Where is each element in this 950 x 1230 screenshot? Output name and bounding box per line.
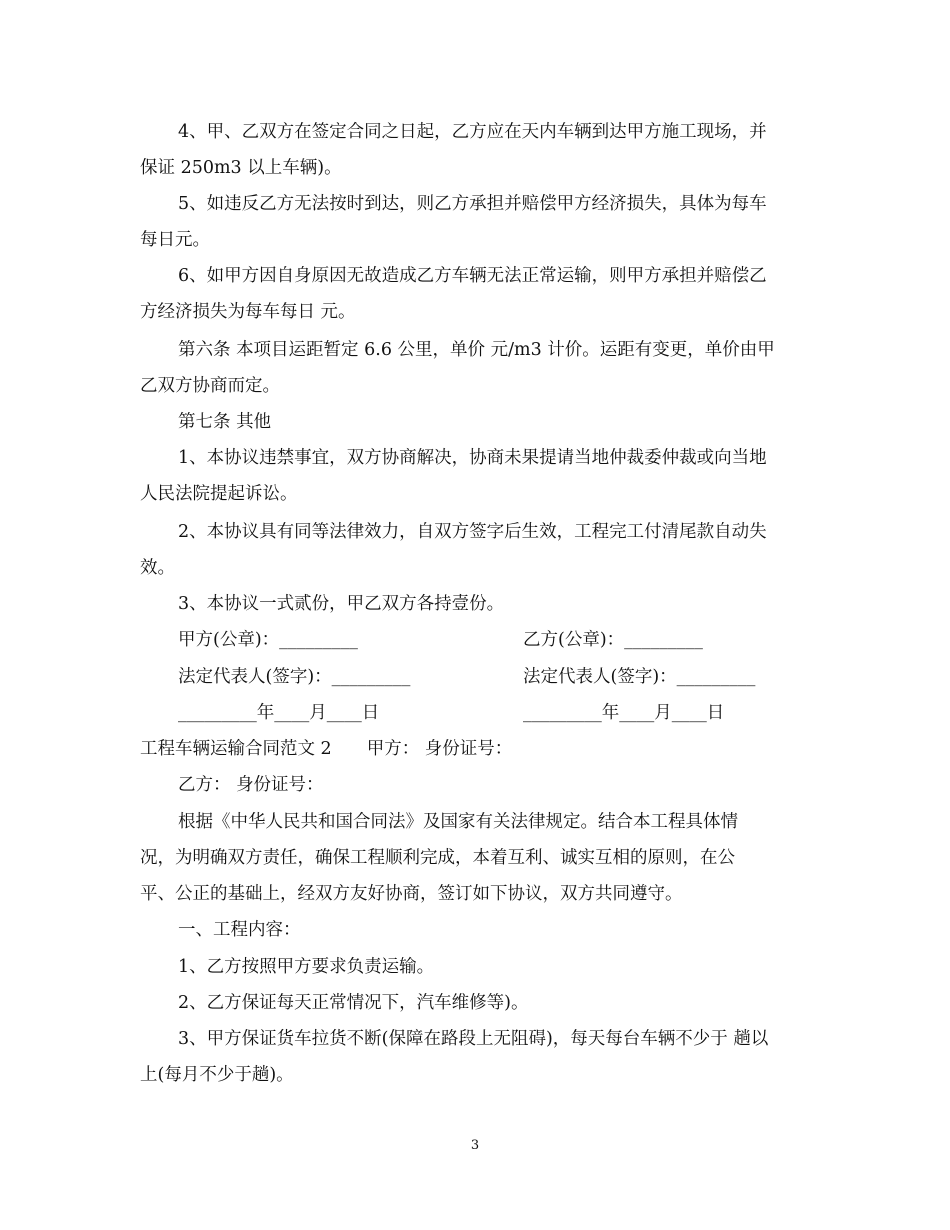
party-a-date-field: _________年____月____日	[178, 703, 380, 723]
paragraph-line: 乙双方协商而定。	[140, 376, 280, 396]
contract-title-line: 工程车辆运输合同范文 2 甲方： 身份证号：	[140, 739, 513, 759]
section-heading: 第七条 其他	[178, 412, 272, 432]
paragraph-line: 人民法院提起诉讼。	[140, 484, 298, 504]
party-b-representative-field: 法定代表人(签字)：_________	[523, 667, 756, 687]
paragraph-line: 5、如违反乙方无法按时到达，则乙方承担并赔偿甲方经济损失，具体为每车	[178, 194, 767, 214]
paragraph-line: 1、乙方按照甲方要求负责运输。	[178, 957, 435, 977]
party-a-representative-field: 法定代表人(签字)：_________	[178, 667, 411, 687]
party-b-seal-field: 乙方(公章)：_________	[523, 630, 703, 650]
paragraph-line: 平、公正的基础上，经双方友好协商，签订如下协议，双方共同遵守。	[140, 884, 683, 904]
paragraph-line: 2、本协议具有同等法律效力，自双方签字后生效，工程完工付清尾款自动失	[178, 522, 767, 542]
paragraph-line: 3、甲方保证货车拉货不断(保障在路段上无阻碍)，每天每台车辆不少于 趟以	[178, 1029, 769, 1049]
paragraph-line: 4、甲、乙双方在签定合同之日起，乙方应在天内车辆到达甲方施工现场，并	[178, 122, 767, 142]
paragraph-line: 每日元。	[140, 230, 210, 250]
paragraph-line: 根据《中华人民共和国合同法》及国家有关法律规定。结合本工程具体情	[178, 812, 738, 832]
paragraph-line: 保证 250m3 以上车辆)。	[140, 158, 342, 178]
paragraph-line: 上(每月不少于趟)。	[140, 1065, 294, 1085]
paragraph-line: 况，为明确双方责任，确保工程顺利完成，本着互利、诚实互相的原则，在公	[140, 848, 735, 868]
party-b-date-field: _________年____月____日	[523, 703, 725, 723]
paragraph-line: 效。	[140, 558, 175, 578]
paragraph-line: 1、本协议违禁事宜，双方协商解决，协商未果提请当地仲裁委仲裁或向当地	[178, 448, 767, 468]
paragraph-line: 第六条 本项目运距暂定 6.6 公里，单价 元/m3 计价。运距有变更，单价由甲	[178, 340, 775, 360]
paragraph-line: 2、乙方保证每天正常情况下，汽车维修等)。	[178, 993, 529, 1013]
paragraph-line: 6、如甲方因自身原因无故造成乙方车辆无法正常运输，则甲方承担并赔偿乙	[178, 266, 767, 286]
section-heading: 一、工程内容：	[178, 920, 301, 940]
page-number: 3	[470, 1138, 480, 1153]
paragraph-line: 方经济损失为每车每日 元。	[140, 302, 356, 322]
paragraph-line: 3、本协议一式贰份，甲乙双方各持壹份。	[178, 594, 505, 614]
party-b-line: 乙方： 身份证号：	[178, 775, 324, 795]
party-a-seal-field: 甲方(公章)：_________	[178, 630, 358, 650]
